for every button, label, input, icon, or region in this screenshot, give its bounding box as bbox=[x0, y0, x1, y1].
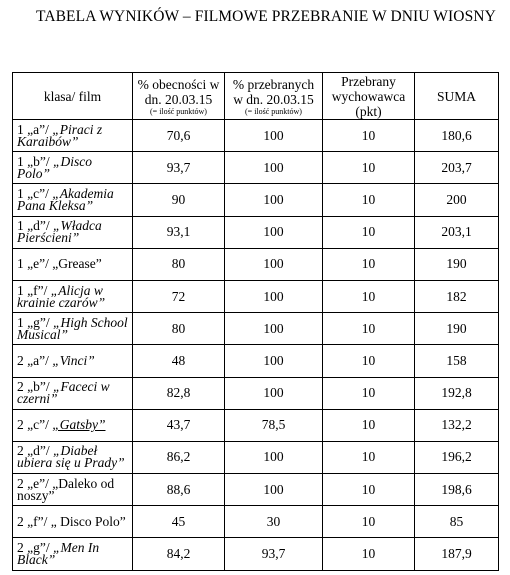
class-label: 1 „b”/ bbox=[17, 153, 53, 169]
attendance-cell: 82,8 bbox=[133, 377, 225, 409]
class-film-cell bbox=[13, 506, 133, 538]
sum-cell: 182 bbox=[415, 280, 499, 312]
class-film-cell bbox=[13, 280, 133, 312]
film-title: „ Disco Polo” bbox=[50, 513, 126, 529]
teacher-cell: 10 bbox=[323, 345, 415, 377]
document-title: TABELA WYNIKÓW – FILMOWE PRZEBRANIE W DNIU WIOSNY bbox=[36, 8, 496, 25]
teacher-cell: 10 bbox=[323, 120, 415, 152]
film-title: „High School Musical” bbox=[17, 314, 128, 342]
class-label: 2 „e”/ bbox=[17, 475, 53, 491]
teacher-cell: 10 bbox=[323, 474, 415, 506]
table-row bbox=[13, 152, 499, 184]
dressed-cell: 100 bbox=[225, 313, 323, 345]
film-title: „Disco Polo” bbox=[17, 153, 93, 181]
sum-cell: 192,8 bbox=[415, 377, 499, 409]
dressed-cell: 100 bbox=[225, 474, 323, 506]
film-title: „Władca Pierścieni” bbox=[17, 218, 102, 246]
header-dressed: % przebranych w dn. 20.03.15 (= ilość punktów) bbox=[225, 73, 323, 120]
table-row bbox=[13, 280, 499, 312]
attendance-cell: 88,6 bbox=[133, 474, 225, 506]
class-label: 1 „a”/ bbox=[17, 121, 53, 137]
class-label: 1 „g”/ bbox=[17, 314, 53, 330]
table-row bbox=[13, 474, 499, 506]
class-label: 2 „g”/ bbox=[17, 540, 53, 556]
teacher-cell: 10 bbox=[323, 248, 415, 280]
table-row bbox=[13, 184, 499, 216]
class-label: 2 „a”/ bbox=[17, 352, 53, 368]
dressed-cell: 100 bbox=[225, 248, 323, 280]
film-title: „Men In Black” bbox=[17, 540, 100, 568]
sum-cell: 85 bbox=[415, 506, 499, 538]
film-title: „Vinci” bbox=[52, 352, 95, 368]
class-film-cell bbox=[13, 313, 133, 345]
class-film-cell bbox=[13, 441, 133, 473]
dressed-cell: 100 bbox=[225, 280, 323, 312]
class-label: 2 „d”/ bbox=[17, 443, 53, 459]
attendance-cell: 84,2 bbox=[133, 538, 225, 570]
table-row bbox=[13, 409, 499, 441]
attendance-cell: 43,7 bbox=[133, 409, 225, 441]
class-label: 1 „c”/ bbox=[17, 185, 53, 201]
attendance-cell: 80 bbox=[133, 248, 225, 280]
class-label: 1 „e”/ bbox=[17, 256, 53, 272]
sum-cell: 190 bbox=[415, 248, 499, 280]
attendance-cell: 86,2 bbox=[133, 441, 225, 473]
table-row bbox=[13, 506, 499, 538]
sum-cell: 187,9 bbox=[415, 538, 499, 570]
header-attendance-note: (= ilość punktów) bbox=[150, 106, 207, 116]
header-attendance: % obecności w dn. 20.03.15 (= ilość punktów) bbox=[133, 73, 225, 120]
sum-cell: 200 bbox=[415, 184, 499, 216]
teacher-cell: 10 bbox=[323, 409, 415, 441]
results-table bbox=[12, 72, 499, 571]
teacher-cell: 10 bbox=[323, 538, 415, 570]
class-film-cell bbox=[13, 184, 133, 216]
header-sum: SUMA bbox=[415, 73, 499, 120]
attendance-cell: 93,1 bbox=[133, 216, 225, 248]
attendance-cell: 90 bbox=[133, 184, 225, 216]
dressed-cell: 100 bbox=[225, 377, 323, 409]
class-label: 1 „d”/ bbox=[17, 218, 53, 234]
sum-cell: 203,7 bbox=[415, 152, 499, 184]
table-row bbox=[13, 345, 499, 377]
attendance-cell: 70,6 bbox=[133, 120, 225, 152]
teacher-cell: 10 bbox=[323, 441, 415, 473]
sum-cell: 158 bbox=[415, 345, 499, 377]
class-film-cell bbox=[13, 248, 133, 280]
class-film-cell bbox=[13, 538, 133, 570]
class-film-cell bbox=[13, 345, 133, 377]
dressed-cell: 100 bbox=[225, 120, 323, 152]
dressed-cell: 100 bbox=[225, 216, 323, 248]
dressed-cell: 100 bbox=[225, 345, 323, 377]
film-title: „Daleko od noszy” bbox=[17, 475, 115, 503]
table-row bbox=[13, 216, 499, 248]
dressed-cell: 100 bbox=[225, 441, 323, 473]
class-label: 2 „b”/ bbox=[17, 379, 53, 395]
attendance-cell: 45 bbox=[133, 506, 225, 538]
teacher-cell: 10 bbox=[323, 280, 415, 312]
film-title: „Gatsby” bbox=[52, 417, 106, 433]
sum-cell: 198,6 bbox=[415, 474, 499, 506]
dressed-cell: 100 bbox=[225, 152, 323, 184]
attendance-cell: 48 bbox=[133, 345, 225, 377]
dressed-cell: 30 bbox=[225, 506, 323, 538]
header-teacher: Przebrany wychowawca (pkt) bbox=[323, 73, 415, 120]
film-title: „Diabeł ubiera się u Prady” bbox=[17, 443, 125, 471]
class-label: 2 „c”/ bbox=[17, 417, 53, 433]
teacher-cell: 10 bbox=[323, 184, 415, 216]
table-row bbox=[13, 441, 499, 473]
film-title: „Alicja w krainie czarów” bbox=[17, 282, 106, 310]
teacher-cell: 10 bbox=[323, 377, 415, 409]
class-film-cell bbox=[13, 216, 133, 248]
class-film-cell bbox=[13, 474, 133, 506]
attendance-cell: 72 bbox=[133, 280, 225, 312]
sum-cell: 190 bbox=[415, 313, 499, 345]
dressed-cell: 100 bbox=[225, 184, 323, 216]
sum-cell: 132,2 bbox=[415, 409, 499, 441]
attendance-cell: 80 bbox=[133, 313, 225, 345]
film-title: „Akademia Pana Kleksa” bbox=[17, 185, 114, 213]
dressed-cell: 78,5 bbox=[225, 409, 323, 441]
class-film-cell bbox=[13, 152, 133, 184]
film-title: „Faceci w czerni” bbox=[17, 379, 110, 407]
sum-cell: 203,1 bbox=[415, 216, 499, 248]
class-film-cell bbox=[13, 409, 133, 441]
table-row bbox=[13, 120, 499, 152]
table-row bbox=[13, 538, 499, 570]
teacher-cell: 10 bbox=[323, 152, 415, 184]
teacher-cell: 10 bbox=[323, 506, 415, 538]
film-title: „Grease” bbox=[52, 256, 102, 272]
sum-cell: 180,6 bbox=[415, 120, 499, 152]
class-label: 1 „f”/ bbox=[17, 282, 51, 298]
sum-cell: 196,2 bbox=[415, 441, 499, 473]
dressed-cell: 93,7 bbox=[225, 538, 323, 570]
table-row bbox=[13, 313, 499, 345]
header-row bbox=[13, 73, 499, 120]
class-film-cell bbox=[13, 120, 133, 152]
class-film-cell bbox=[13, 377, 133, 409]
header-class-film: klasa/ film bbox=[13, 73, 133, 120]
class-label: 2 „f”/ bbox=[17, 513, 51, 529]
teacher-cell: 10 bbox=[323, 216, 415, 248]
film-title: „Piraci z Karaibów” bbox=[17, 121, 103, 149]
table-row bbox=[13, 248, 499, 280]
attendance-cell: 93,7 bbox=[133, 152, 225, 184]
table-row bbox=[13, 377, 499, 409]
header-dressed-note: (= ilość punktów) bbox=[245, 106, 302, 116]
teacher-cell: 10 bbox=[323, 313, 415, 345]
